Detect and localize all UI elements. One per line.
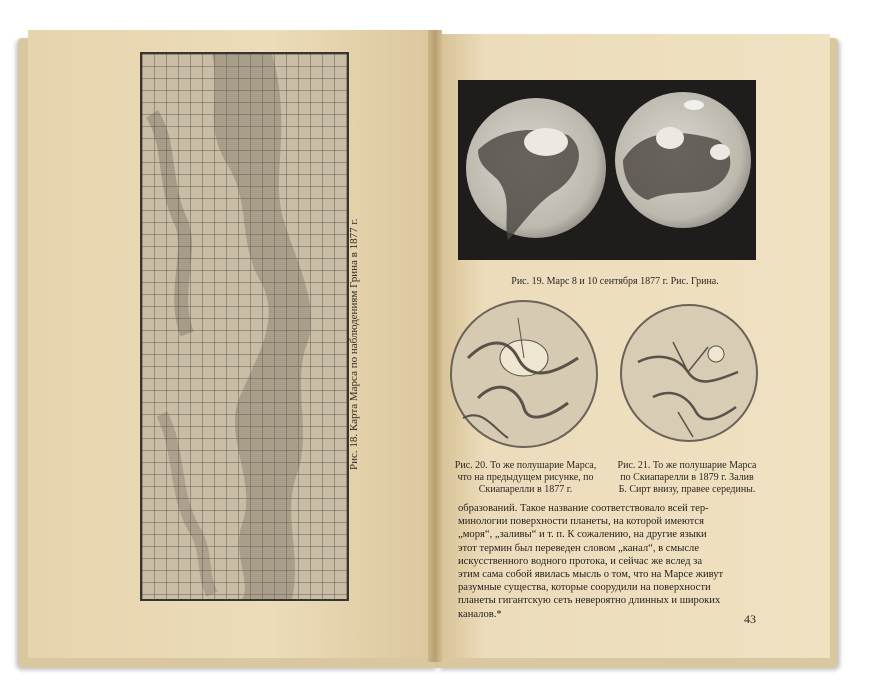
page-number: 43: [744, 612, 756, 626]
figure-21-caption-line: Б. Сирт внизу, правее середины.: [618, 484, 756, 495]
body-line: этот термин был переведен словом „канал“, в смысле: [458, 542, 700, 554]
body-line: искусственного водного протока, и сейчас же вслед за: [458, 555, 703, 567]
figure-18-caption: [348, 170, 368, 470]
figure-21-caption: [612, 460, 762, 496]
figure-20-caption-line: Скиапарелли в 1877 г.: [478, 484, 573, 495]
body-line: „моря“, „заливы“ и т. п. К сожалению, на другие языки: [458, 529, 707, 541]
book-gutter: [428, 30, 442, 662]
figure-20-caption: [448, 460, 603, 496]
figure-21-drawing: [618, 302, 760, 444]
figure-20-drawing: [448, 298, 600, 450]
figure-21-caption-line: Рис. 21. То же полушарие Марса: [617, 460, 757, 471]
body-line: этим сама собой явилась мысль о том, что на Марсе живут: [458, 569, 724, 581]
figure-19-caption: Рис. 19. Марс 8 и 10 сентября 1877 г. Рис. Грина.: [511, 276, 719, 287]
figure-18-caption-text: Рис. 18. Карта Марса по наблюдениям Грина в 1877 г.: [348, 218, 360, 470]
body-line: образований. Такое название соответствовало всей тер-: [458, 503, 709, 514]
figure-20-caption-line: Рис. 20. То же полушарие Марса,: [454, 460, 597, 471]
body-line: каналов.*: [458, 608, 502, 620]
figure-21-caption-line: по Скиапарелли в 1879 г. Залив: [620, 472, 754, 483]
body-line: минологии поверхности планеты, на которой имеются: [458, 516, 704, 528]
figure-20-caption-line: что на предыдущем рисунке, по: [457, 472, 594, 483]
body-text: [458, 502, 760, 621]
body-line: планеты гигантскую сеть невероятно длинных и широких: [458, 595, 721, 607]
figure-19-photo: [458, 80, 756, 260]
mars-map-figure-18: [140, 52, 349, 601]
body-line: разумные существа, которые соорудили на поверхности: [458, 582, 711, 594]
